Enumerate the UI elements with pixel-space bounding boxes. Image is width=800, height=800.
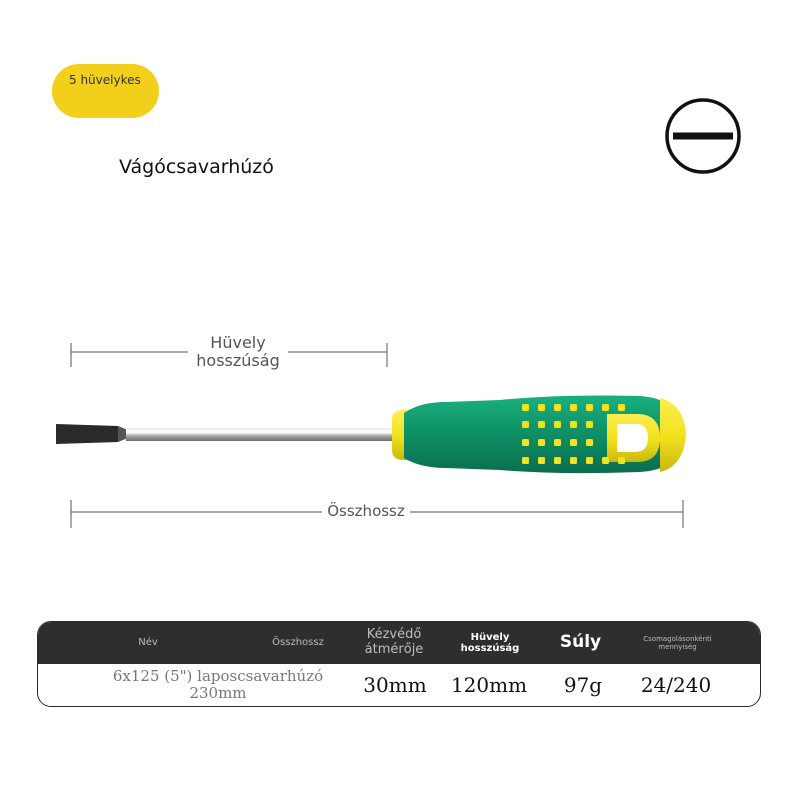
header-weight: Súly (559, 632, 602, 653)
cell-weight: 97g (563, 672, 603, 697)
header-guard-diameter: Kézvédő átmérője (364, 627, 424, 657)
total-length-label: Összhossz (322, 503, 410, 520)
header-shaft-length: Hüvely hosszúság (460, 631, 520, 654)
blade-tip (56, 424, 118, 444)
shaft (126, 428, 396, 441)
size-badge-label: 5 hüvelykes (69, 73, 141, 87)
cell-pack-qty: 24/240 (640, 672, 712, 697)
cell-name (68, 664, 368, 706)
shaft-length-label: Hüvely hosszúság (188, 334, 288, 371)
header-total-length: Összhossz (272, 637, 324, 649)
product-title: Vágócsavarhúzó (119, 156, 274, 178)
cell-name-line1: 6x125 (5") laposcsavarhúzó (112, 666, 324, 685)
header-pack-qty: Csomagolásonkénti mennyiség (643, 634, 712, 651)
header-name: Név (138, 637, 158, 649)
cell-shaft-length: 120mm (450, 672, 528, 697)
spec-table (37, 621, 761, 707)
handle-logo (607, 414, 660, 462)
cell-name-line2: 230mm (189, 684, 247, 702)
handle-end-cap (660, 398, 686, 472)
cell-guard-diameter: 30mm (363, 672, 427, 697)
